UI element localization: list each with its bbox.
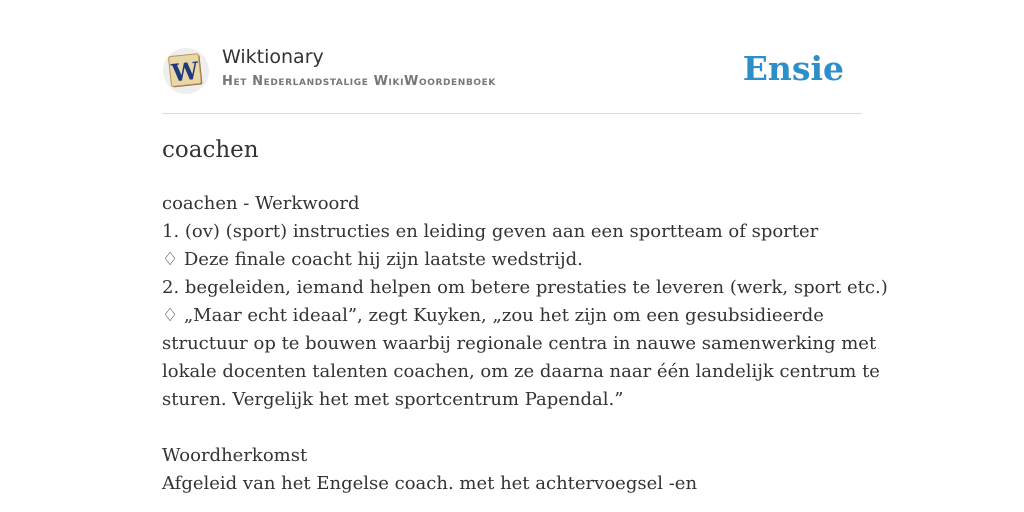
example-line: ♢ „Maar echt ideaal”, zegt Kuyken, „zou het zijn om een gesubsidieerde (162, 305, 824, 326)
ensie-logo[interactable]: Ensie (742, 49, 844, 88)
example-line: lokale docenten talenten coachen, om ze daarna naar één landelijk centrum te (162, 361, 880, 382)
definition-line: 1. (ov) (sport) instructies en leiding geven aan een sportteam of sporter (162, 221, 819, 242)
wiktionary-logo-icon[interactable] (162, 47, 210, 95)
example-line: ♢ Deze finale coacht hij zijn laatste wedstrijd. (162, 249, 583, 270)
site-header (162, 45, 862, 114)
definition-body (162, 190, 888, 498)
etymology-text: Afgeleid van het Engelse coach. met het achtervoegsel -en (162, 473, 698, 494)
example-line: structuur op te bouwen waarbij regionale centra in nauwe samenwerking met (162, 333, 877, 354)
example-line: sturen. Vergelijk het met sportcentrum Papendal.” (162, 389, 624, 410)
brand-tagline: Het Nederlandstalige WikiWoordenboek (222, 74, 496, 89)
definition-line: coachen - Werkwoord (162, 193, 360, 214)
svg-text:W: W (170, 55, 200, 88)
spacer (162, 414, 862, 442)
brand-name[interactable]: Wiktionary (222, 46, 324, 68)
definition-line: 2. begeleiden, iemand helpen om betere prestaties te leveren (werk, sport etc.) (162, 277, 888, 298)
etymology-heading: Woordherkomst (162, 445, 308, 466)
entry-title: coachen (162, 137, 259, 163)
